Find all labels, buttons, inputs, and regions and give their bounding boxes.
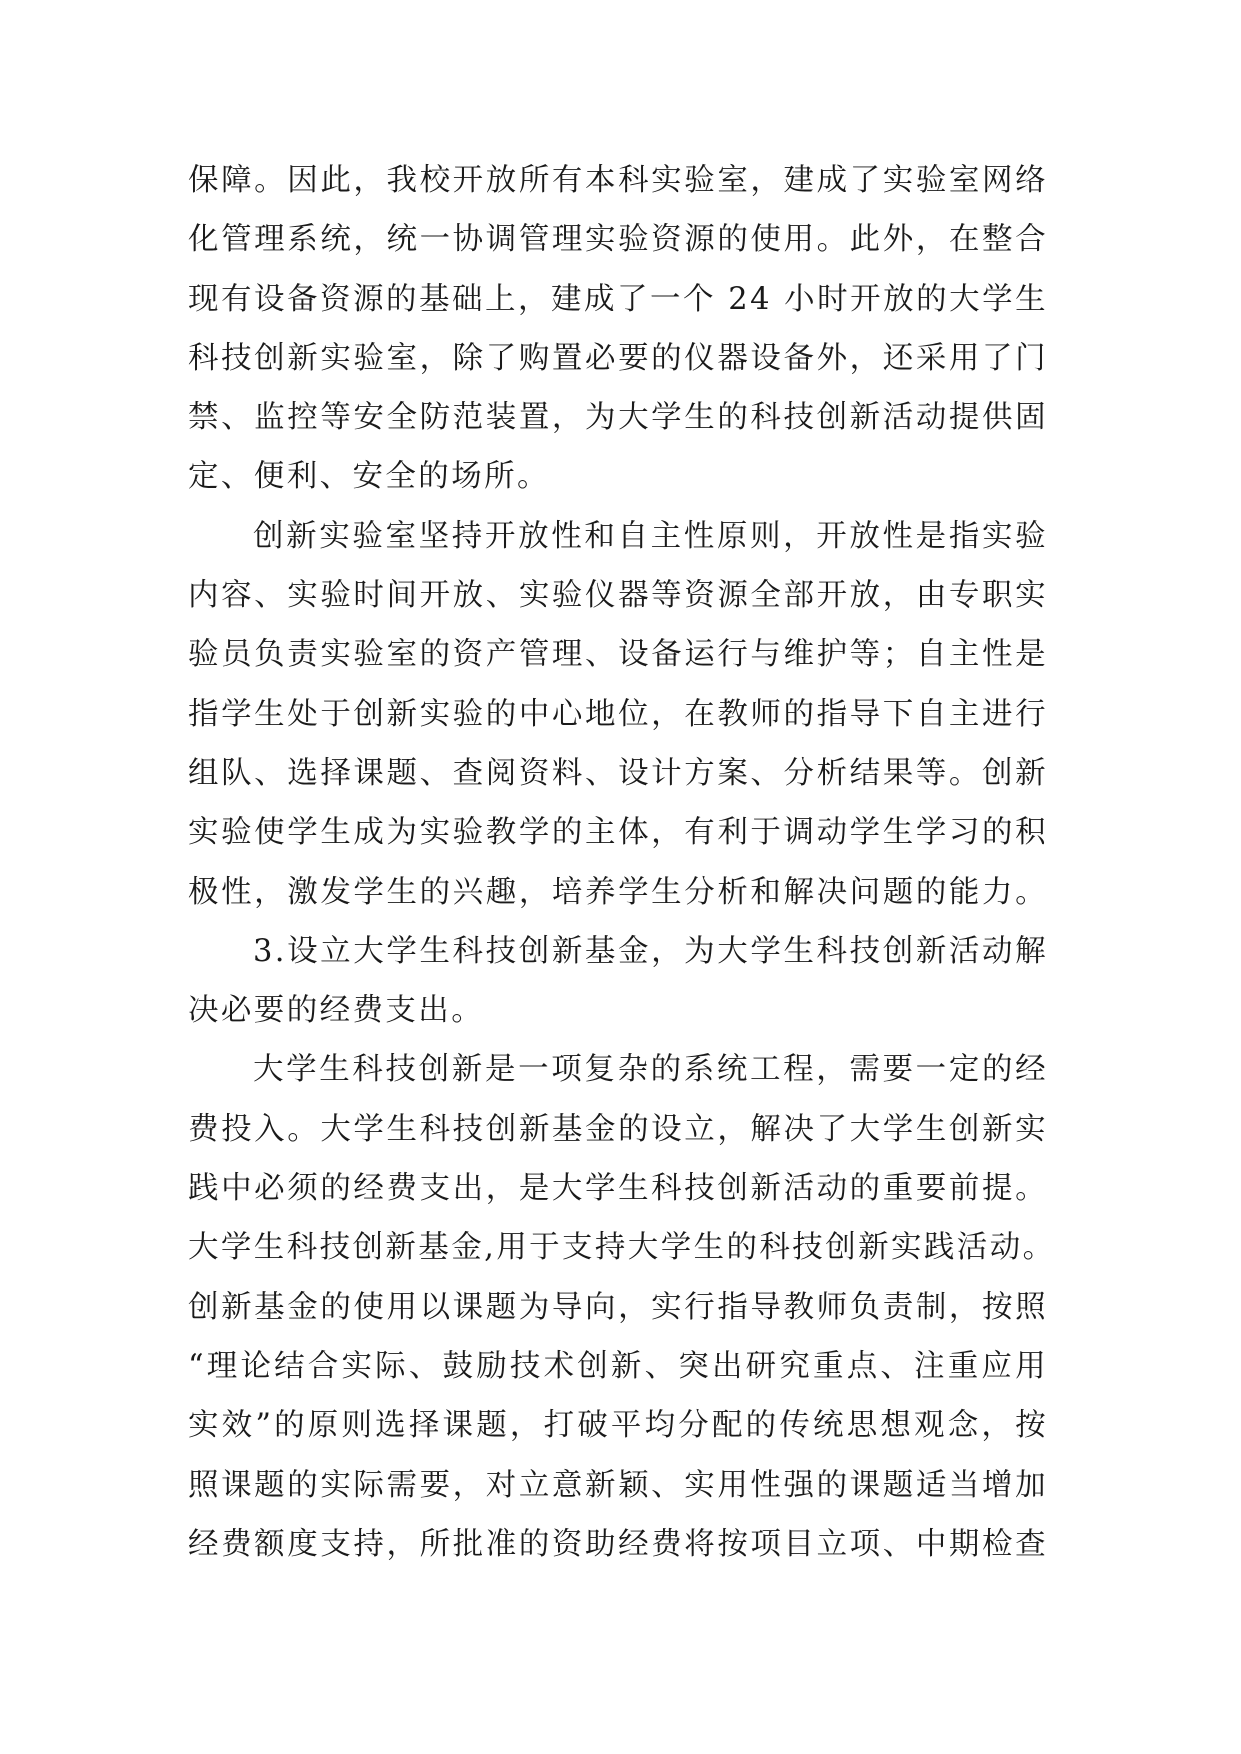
text-line: 实效”的原则选择课题，打破平均分配的传统思想观念，按	[188, 1408, 1048, 1444]
text-line: 化管理系统，统一协调管理实验资源的使用。此外，在整合	[188, 222, 1048, 258]
text-line: 践中必须的经费支出，是大学生科技创新活动的重要前提。	[188, 1171, 1048, 1207]
text-line: 禁、监控等安全防范装置，为大学生的科技创新活动提供固	[188, 400, 1048, 436]
section-heading: 3.设立大学生科技创新基金，为大学生科技创新活动解	[253, 933, 1048, 969]
paragraph-first-line: 创新实验室坚持开放性和自主性原则，开放性是指实验	[253, 518, 1048, 554]
text-line: 现有设备资源的基础上，建成了一个 24 小时开放的大学生	[188, 281, 1048, 317]
text-line: 实验使学生成为实验教学的主体，有利于调动学生学习的积	[188, 815, 1048, 851]
text-line: 验员负责实验室的资产管理、设备运行与维护等；自主性是	[188, 637, 1048, 673]
paragraph-first-line: 大学生科技创新是一项复杂的系统工程，需要一定的经	[253, 1052, 1048, 1088]
text-line: “理论结合实际、鼓励技术创新、突出研究重点、注重应用	[188, 1348, 1048, 1384]
text-line: 经费额度支持，所批准的资助经费将按项目立项、中期检查	[188, 1526, 1048, 1562]
text-line: 大学生科技创新基金,用于支持大学生的科技创新实践活动。	[188, 1230, 1056, 1266]
text-line: 照课题的实际需要，对立意新颖、实用性强的课题适当增加	[188, 1467, 1048, 1503]
text-line: 科技创新实验室，除了购置必要的仪器设备外，还采用了门	[188, 340, 1048, 376]
body-text	[188, 151, 1056, 1574]
text-line: 内容、实验时间开放、实验仪器等资源全部开放，由专职实	[188, 578, 1048, 614]
text-line: 组队、选择课题、查阅资料、设计方案、分析结果等。创新	[188, 755, 1048, 791]
text-line: 创新基金的使用以课题为导向，实行指导教师负责制，按照	[188, 1289, 1048, 1325]
text-line: 极性，激发学生的兴趣，培养学生分析和解决问题的能力。	[188, 874, 1048, 910]
text-line: 保障。因此，我校开放所有本科实验室，建成了实验室网络	[188, 163, 1048, 198]
text-line: 指学生处于创新实验的中心地位，在教师的指导下自主进行	[188, 696, 1048, 732]
text-line: 费投入。大学生科技创新基金的设立，解决了大学生创新实	[188, 1111, 1048, 1147]
text-line: 定、便利、安全的场所。	[188, 459, 550, 495]
text-line: 决必要的经费支出。	[188, 993, 485, 1029]
